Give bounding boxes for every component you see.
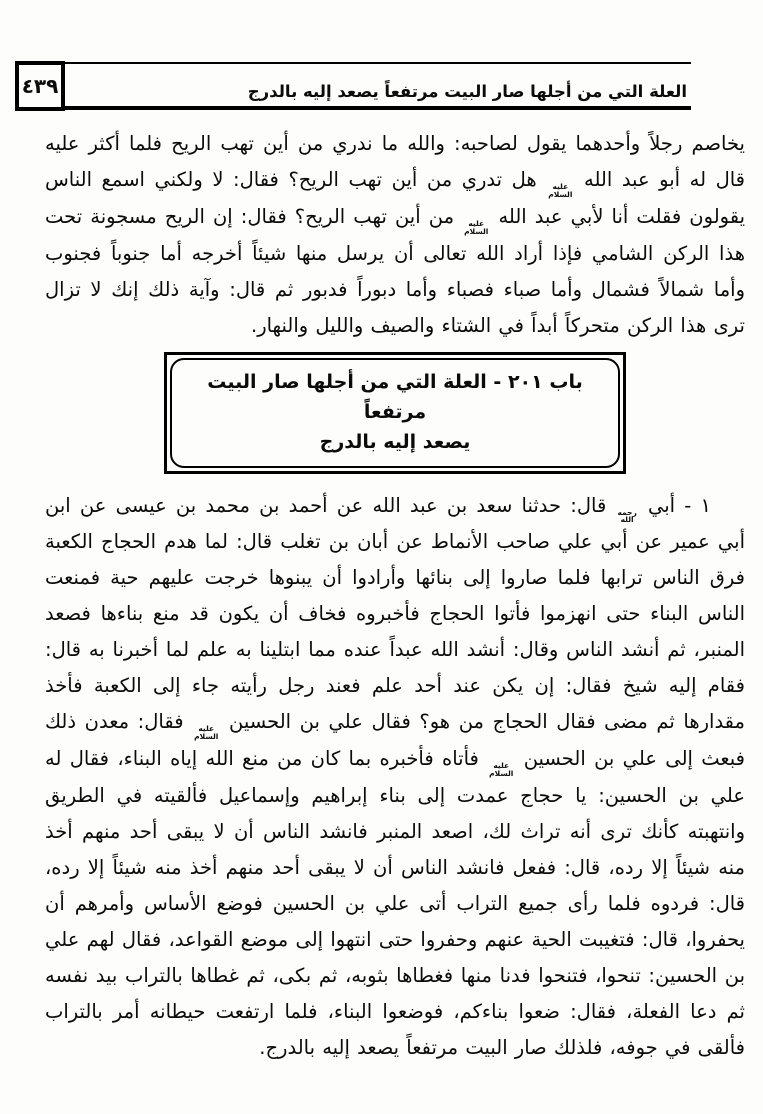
page-number: ٤٣٩ <box>21 74 59 98</box>
page-number-box <box>15 61 65 111</box>
running-header-band <box>16 62 691 110</box>
page-content <box>45 126 745 1066</box>
paragraph-hadith: ١ - أبي رحمه الله قال: حدثنا سعد بن عبد الله عن أحمد بن محمد بن عيسى عن ابن أبي عمير عن أبي علي صاحب الأنماط عن أبان بن تغلب قال: لما هدم الحجاج الكعبة فرق الناس ترابها فلما صاروا إلى بنائها وأرادوا أن يبنوها خرجت عليهم حية فمنعت الناس البناء حتى انهزموا فأتوا الحجاج فأخبروه فخاف أن يكون قد منع بناءها فصعد المنبر، ثم أنشد الناس وقال: أنشد الله عبداً عنده مما ابتلينا به علم لما أخبرنا به قال: فقام إليه شيخ فقال: إن يكن عند أحد علم فعند رجل رأيته جاء إلى الكعبة فأخذ مقدارها ثم مضى فقال الحجاج من هو؟ فقال علي بن الحسين عليه السلام فقال: معدن ذلك فبعث إلى علي بن الحسين عليه السلام فأتاه فأخبره بما كان من منع الله إياه البناء، فقال له علي بن الحسين: يا حجاج عمدت إلى بناء إبراهيم وإسماعيل فألقيته في الطريق وانتهبته كأنك ترى أنه تراث لك، اصعد المنبر فانشد الناس أن لا يبقى أحد منهم أخذ منه شيئاً إلا رده، قال: ففعل فانشد الناس أن لا يبقى أحد منهم أخذ منه شيئاً إلا رده، قال: فردوه فلما رأى جميع التراب أتى علي بن الحسين فوضع الأساس وأمرهم أن يحفروا، قال: فتغيبت الحية عنهم وحفروا حتى انتهوا إلى موضع القواعد، فقال لهم علي بن الحسين: تنحوا، فتنحوا فدنا منها فغطاها بثوبه، ثم بكى، ثم غطاها بالتراب بيد نفسه ثم دعا الفعلة، فقال: ضعوا بناءكم، فوضعوا البناء، فلما ارتفعت حيطانه أمر بالتراب فألقى في جوفه، فلذلك صار البيت مرتفعاً يصعد إليه بالدرج. <box>45 493 745 1059</box>
honorific-mark: رحمه الله <box>617 507 637 525</box>
paragraph-continuation: يخاصم رجلاً وأحدهما يقول لصاحبه: والله ما ندري من أين تهب الريح فلما أكثر عليه قال له أبو عبد الله عليه السلام هل تدري من أين تهب الريح؟ فقال: لا ولكني اسمع الناس يقولون فقلت أنا لأبي عبد الله عليه السلام من أين تهب الريح؟ فقال: إن الريح مسجونة تحت هذا الركن الشامي فإذا أراد الله تعالى أن يرسل منها شيئاً أخرجه أما جنوباً فجنوب وأما شمالاً فشمال وأما صباء فصباء وأما دبوراً فدبور ثم قال: وآية ذلك إنك لا تزال ترى هذا الركن متحركاً أبداً في الشتاء والصيف والليل والنهار. <box>45 132 746 337</box>
chapter-title-line-2: يصعد إليه بالدرج <box>319 430 471 453</box>
chapter-heading-box <box>164 352 626 474</box>
honorific-mark: عليه السلام <box>464 218 489 236</box>
honorific-mark: عليه السلام <box>194 724 219 742</box>
running-header-title: العلة التي من أجلها صار البيت مرتفعاً يصعد إليه بالدرج <box>247 82 687 101</box>
honorific-mark: عليه السلام <box>548 182 573 199</box>
chapter-heading-box-inner <box>170 358 620 468</box>
honorific-mark: عليه السلام <box>489 761 514 778</box>
chapter-title-line-1: باب ٢٠١ - العلة التي من أجلها صار البيت مرتفعاً <box>207 370 583 423</box>
